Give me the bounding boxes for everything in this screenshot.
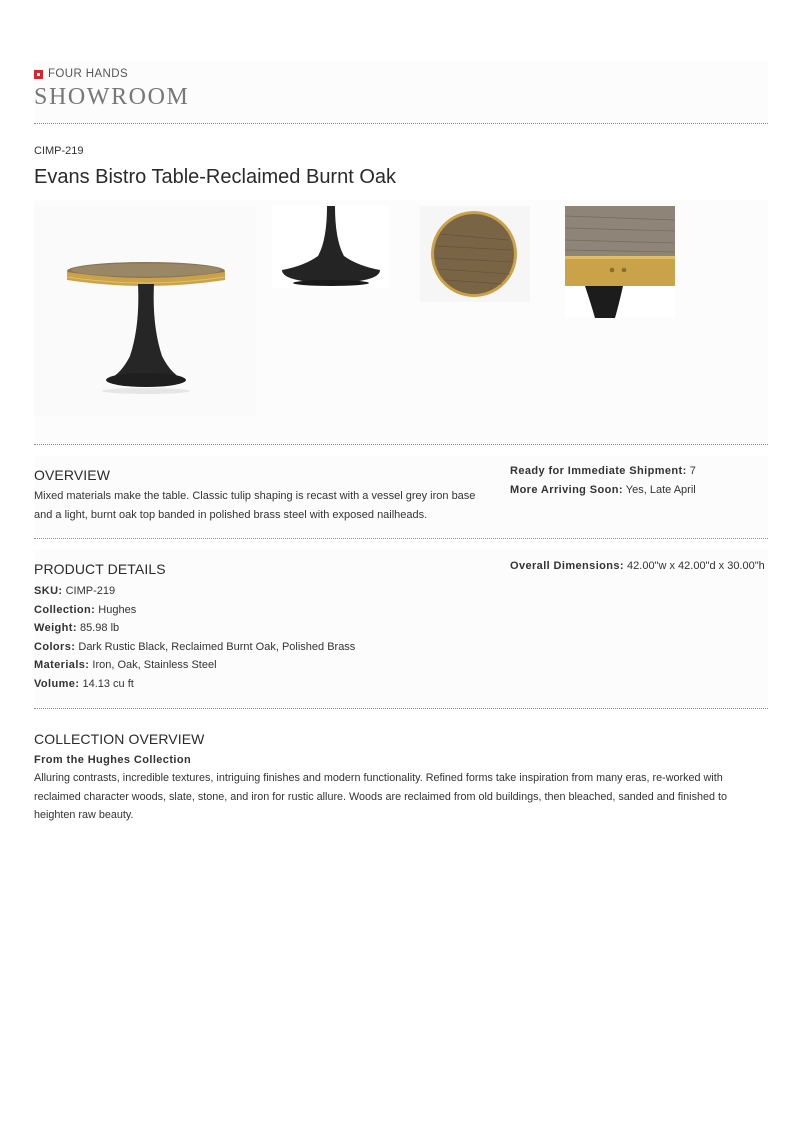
detail-value: CIMP-219 xyxy=(65,585,116,597)
table-full-view-image xyxy=(34,206,256,416)
collection-subheading-row xyxy=(34,751,191,770)
shipment-value: 7 xyxy=(689,465,696,477)
detail-row-volume xyxy=(34,675,355,694)
overview-heading: OVERVIEW xyxy=(34,467,111,483)
dimensions-value: 42.00"w x 42.00"d x 30.00"h xyxy=(627,560,765,572)
detail-label: Colors: xyxy=(34,640,76,653)
detail-label: Collection: xyxy=(34,603,96,616)
details-list xyxy=(34,582,355,694)
detail-label: Volume: xyxy=(34,677,80,690)
detail-value: 85.98 lb xyxy=(80,622,120,635)
collection-heading: COLLECTION OVERVIEW xyxy=(34,731,205,747)
details-heading: PRODUCT DETAILS xyxy=(34,561,166,577)
detail-label: Weight: xyxy=(34,622,77,635)
tabletop-top-view-image xyxy=(420,206,530,302)
header-divider xyxy=(34,123,768,124)
detail-value: Hughes xyxy=(98,603,137,616)
brand-row xyxy=(34,68,128,80)
collection-text xyxy=(34,769,727,825)
collection-text-line: Alluring contrasts, incredible textures, intriguing finishes and modern functionality. Refined forms take inspiration from many eras, re-worked with xyxy=(34,772,723,784)
brand-logo-icon xyxy=(34,70,43,79)
shipment-row xyxy=(510,462,696,481)
gallery-divider xyxy=(34,444,768,445)
availability-block xyxy=(510,462,696,499)
collection-text-line: heighten raw beauty. xyxy=(34,809,134,821)
detail-row-collection xyxy=(34,601,355,620)
collection-text-line: reclaimed character woods, slate, stone, and iron for rustic allure. Woods are reclaimed from old buildings, then bleached, sanded and finished to xyxy=(34,790,727,803)
details-divider xyxy=(34,708,768,709)
dimensions-block xyxy=(510,557,765,576)
overview-text xyxy=(34,487,475,525)
showroom-title: SHOWROOM xyxy=(34,84,190,110)
detail-value: 14.13 cu ft xyxy=(82,677,134,690)
arriving-label: More Arriving Soon: xyxy=(510,483,623,496)
product-code: CIMP-219 xyxy=(34,145,84,157)
tulip-base-detail-image xyxy=(272,206,390,288)
brand-name: FOUR HANDS xyxy=(48,68,129,80)
detail-row-weight xyxy=(34,619,355,638)
detail-label: Materials: xyxy=(34,659,90,672)
overview-text-line: Mixed materials make the table. Classic tulip shaping is recast with a vessel grey iron base xyxy=(34,490,476,502)
overview-divider xyxy=(34,538,768,539)
detail-row-materials xyxy=(34,656,355,675)
product-title: Evans Bistro Table-Reclaimed Burnt Oak xyxy=(34,166,397,188)
detail-row-sku xyxy=(34,582,355,601)
detail-value: Dark Rustic Black, Reclaimed Burnt Oak, Polished Brass xyxy=(78,640,356,653)
collection-subheading: From the Hughes Collection xyxy=(34,754,192,766)
brass-edge-detail-image xyxy=(565,206,675,318)
detail-label: SKU: xyxy=(34,585,63,597)
arriving-row xyxy=(510,481,696,500)
detail-value: Iron, Oak, Stainless Steel xyxy=(92,659,217,672)
dimensions-row xyxy=(510,557,765,576)
arriving-value: Yes, Late April xyxy=(625,483,696,496)
overview-text-line: and a light, burnt oak top banded in polished brass steel with exposed nailheads. xyxy=(34,509,428,521)
shipment-label: Ready for Immediate Shipment: xyxy=(510,465,687,477)
dimensions-label: Overall Dimensions: xyxy=(510,560,624,572)
detail-row-colors xyxy=(34,638,355,657)
